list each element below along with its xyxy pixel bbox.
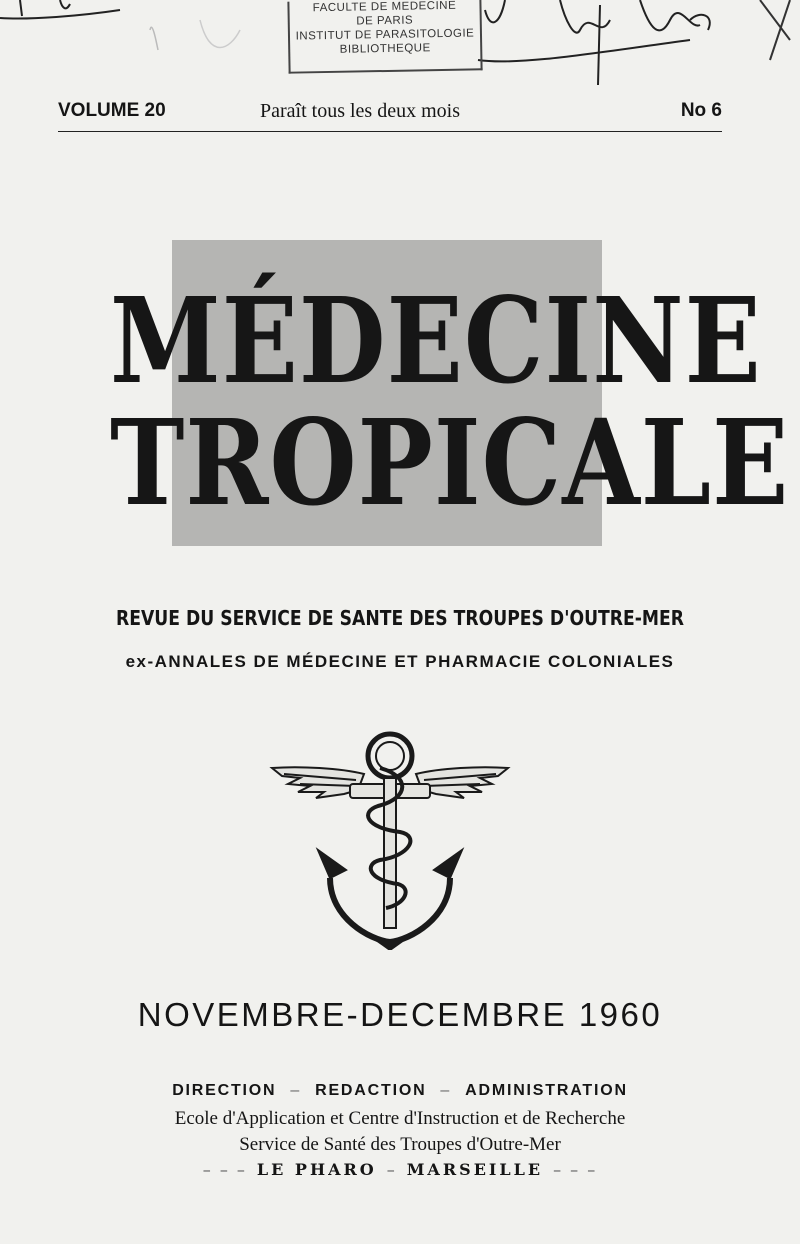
frequency-label: Paraît tous les deux mois — [260, 100, 460, 122]
issue-date: NOVEMBRE-DECEMBRE 1960 — [137, 996, 663, 1033]
role-direction: DIRECTION — [172, 1082, 277, 1099]
stamp-line-4: BIBLIOTHEQUE — [339, 42, 431, 56]
role-separator: – — [290, 1082, 302, 1099]
location-dashes: – – – — [553, 1160, 598, 1179]
stamp-line-2: DE PARIS — [356, 14, 414, 28]
title-line-2: TROPICALE — [110, 393, 790, 533]
title-line-1: MÉDECINE — [110, 271, 762, 411]
location-marseille: MARSEILLE — [406, 1160, 544, 1179]
role-redaction: REDACTION — [315, 1082, 427, 1099]
issue-number: No 6 — [680, 100, 722, 121]
journal-subtitle: REVUE DU SERVICE DE SANTE DES TROUPES D'OUTRE-MER — [115, 606, 685, 630]
school-name: Ecole d'Application et Centre d'Instruction et de Recherche — [174, 1108, 626, 1129]
service-name: Service de Santé des Troupes d'Outre-Mer — [239, 1134, 561, 1155]
former-title: ex-ANNALES DE MÉDECINE ET PHARMACIE COLONIALES — [125, 652, 675, 671]
location-separator: – — [386, 1160, 397, 1179]
location-pharo: LE PHARO — [256, 1160, 377, 1179]
volume-label: VOLUME 20 — [58, 100, 166, 121]
stamp-line-3: INSTITUT DE PARASITOLOGIE — [295, 27, 475, 43]
editorial-roles — [60, 1082, 740, 1100]
role-administration: ADMINISTRATION — [465, 1082, 628, 1099]
location-dashes: – – – — [202, 1160, 247, 1179]
role-separator: – — [440, 1082, 452, 1099]
location-line — [60, 1160, 740, 1179]
winged-anchor-caduceus-icon — [260, 728, 520, 950]
stamp-line-1: FACULTE DE MEDECINE — [312, 0, 457, 15]
library-stamp — [287, 0, 482, 74]
